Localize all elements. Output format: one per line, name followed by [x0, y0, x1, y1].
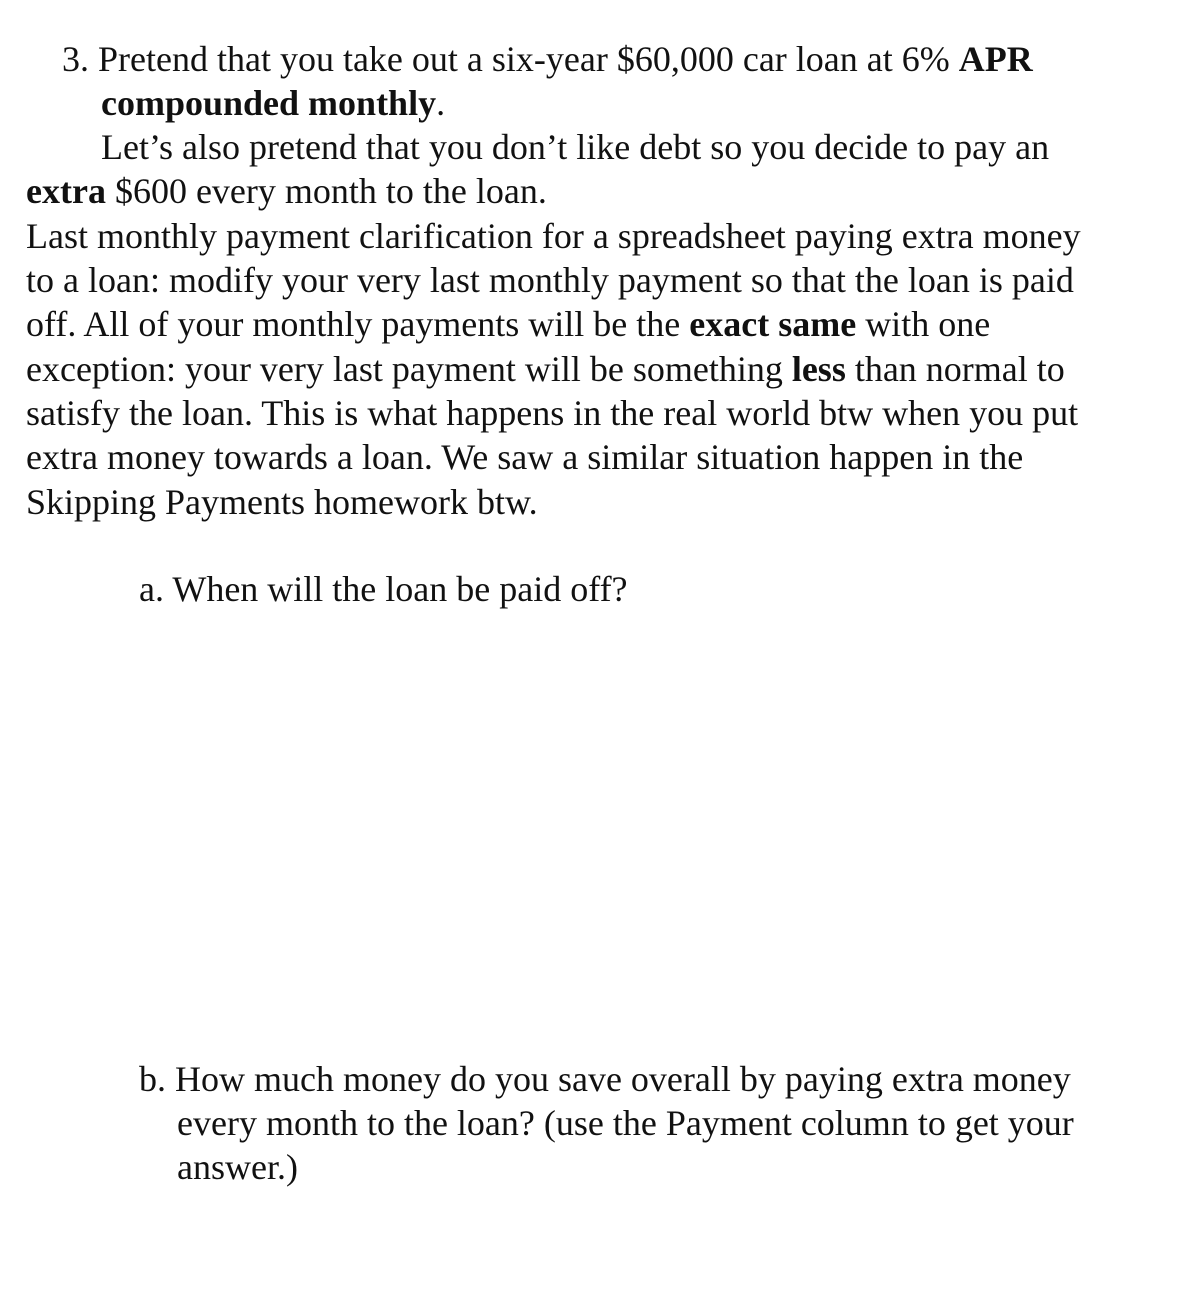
- clarification-line-7: Skipping Payments homework btw.: [26, 482, 538, 522]
- extra-bold: extra: [26, 171, 106, 211]
- extra-line-2: extra $600 every month to the loan.: [26, 171, 547, 211]
- clarification-line-6: extra money towards a loan. We saw a similar situation happen in the: [26, 437, 1024, 477]
- exact-same-bold: exact same: [689, 304, 857, 344]
- part-a-question: [139, 567, 628, 611]
- part-a-text: When will the loan be paid off?: [172, 569, 628, 609]
- clarification-line-4: exception: your very last payment will be something less than normal to: [26, 349, 1065, 389]
- clarification-line-1: Last monthly payment clarification for a spreadsheet paying extra money: [26, 216, 1081, 256]
- part-a-label: a.: [139, 569, 164, 609]
- question-line-2: compounded monthly.: [101, 83, 446, 123]
- clarification-line-5: satisfy the loan. This is what happens in the real world btw when you put: [26, 393, 1079, 433]
- clarification-line-2: to a loan: modify your very last monthly payment so that the loan is paid: [26, 260, 1074, 300]
- question-number: 3.: [62, 39, 89, 79]
- apr-bold: APR: [958, 39, 1033, 79]
- part-b-question-line-2: every month to the loan? (use the Payment column to get your: [177, 1103, 1074, 1143]
- clarification-line-3: off. All of your monthly payments will be the exact same with one: [26, 304, 991, 344]
- part-b-label: b.: [139, 1059, 166, 1099]
- part-b-question-line-1: b. How much money do you save overall by paying extra money: [139, 1059, 1071, 1099]
- extra-line-1: Let’s also pretend that you don’t like debt so you decide to pay an: [101, 127, 1050, 167]
- less-bold: less: [791, 349, 846, 389]
- question-line-1: [62, 37, 1033, 81]
- part-b-question-line-3: answer.): [177, 1147, 298, 1187]
- compounded-monthly-bold: compounded monthly: [101, 83, 437, 123]
- question-intro-text: Pretend that you take out a six-year $60,000 car loan at 6%: [98, 39, 959, 79]
